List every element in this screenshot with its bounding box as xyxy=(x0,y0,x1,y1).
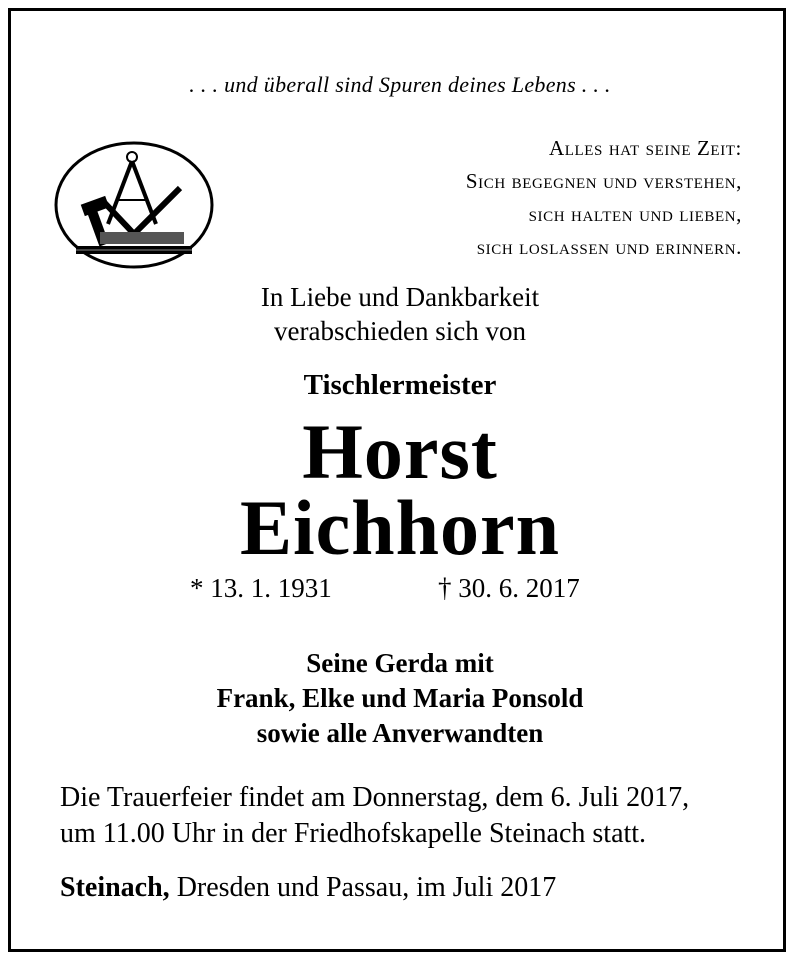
birth-date: * 13. 1. 1931 xyxy=(190,573,332,603)
mourner-line: Frank, Elke und Maria Ponsold xyxy=(216,683,584,713)
service-line: um 11.00 Uhr in der Friedhofskapelle Steinach statt. xyxy=(60,818,647,849)
place-rest: Dresden und Passau, im Juli 2017 xyxy=(169,872,557,903)
poem xyxy=(466,132,742,264)
poem-line: sich halten und lieben, xyxy=(528,202,742,226)
service-line: Die Trauerfeier findet am Donnerstag, dem 6. Juli 2017, xyxy=(60,782,690,813)
poem-line: Sich begegnen und verstehen, xyxy=(465,169,742,193)
intro xyxy=(0,280,800,348)
poem-line: sich loslassen und erinnern. xyxy=(476,235,742,259)
poem-line: Alles hat seine Zeit: xyxy=(549,136,742,160)
last-name: Eichhorn xyxy=(239,484,561,571)
occupation: Tischlermeister xyxy=(303,369,497,401)
service-info xyxy=(60,780,689,852)
first-name: Horst xyxy=(302,408,498,495)
carpenter-emblem-icon xyxy=(52,140,216,270)
mourner-line: sowie alle Anverwandten xyxy=(256,718,544,748)
death-date: † 30. 6. 2017 xyxy=(438,573,580,603)
place-name: Steinach, xyxy=(60,872,170,903)
mourners xyxy=(0,646,800,751)
intro-line: In Liebe und Dankbarkeit xyxy=(260,282,540,312)
mourner-line: Seine Gerda mit xyxy=(306,648,494,678)
place-date xyxy=(60,872,556,904)
intro-line: verabschieden sich von xyxy=(274,316,526,346)
motto: . . . und überall sind Spuren deines Lebens . . . xyxy=(189,72,611,97)
